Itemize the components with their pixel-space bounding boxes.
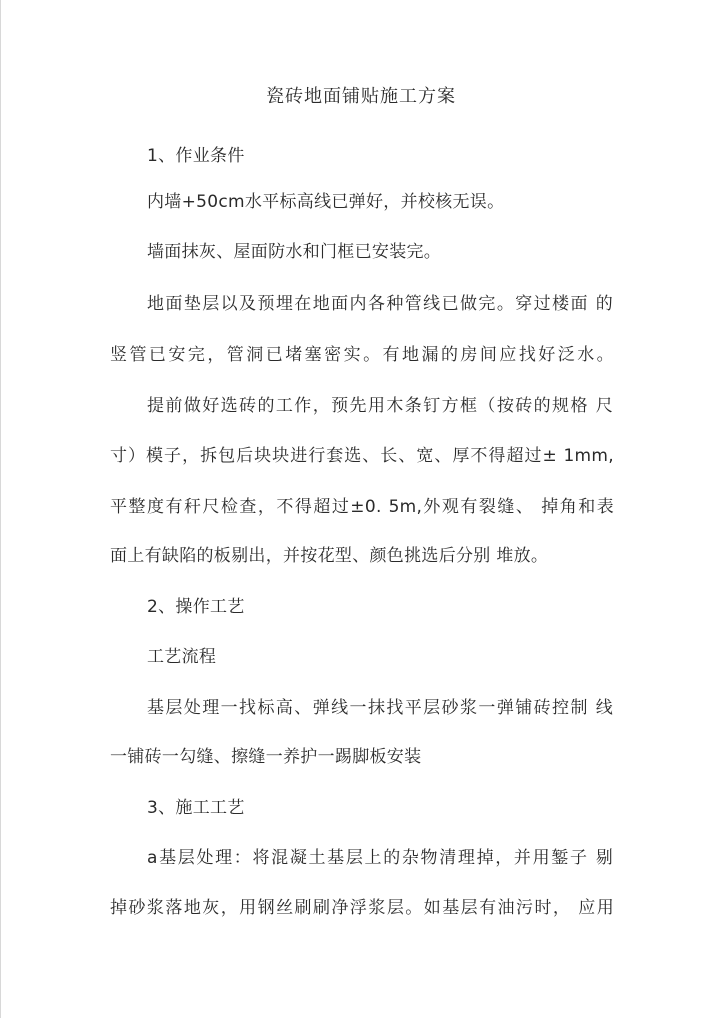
paragraph-line: a基层处理：将混凝土基层上的杂物清理掉，并用錾子 剔 [147,848,613,868]
paragraph-line: 平整度有秆尺检查，不得超过±0. 5m,外观有裂缝、 掉角和表 [110,497,614,517]
subheading: 工艺流程 [147,647,217,667]
paragraph-line: 墙面抹灰、屋面防水和门框已安装完。 [147,242,442,262]
paragraph-line: 地面垫层以及预埋在地面内各种管线已做完。穿过楼面 的 [147,294,613,314]
section-heading-1: 1、作业条件 [147,146,245,166]
paragraph-line: 竖管已安完，管洞已堵塞密实。有地漏的房间应找好泛水。 [110,345,614,365]
paragraph-line: 基层处理一找标高、弹线一抹找平层砂浆一弹铺砖控制 线 [147,698,613,718]
paragraph-line: 掉砂浆落地灰，用钢丝刷刷净浮浆层。如基层有油污时， 应用 [110,898,614,918]
section-heading-3: 3、施工工艺 [147,798,245,818]
section-heading-2: 2、操作工艺 [147,597,245,617]
paragraph-line: 面上有缺陷的板剔出，并按花型、颜色挑选后分别 堆放。 [110,546,549,566]
document-title: 瓷砖地面铺贴施工方案 [266,86,456,107]
paragraph-line: 内墙+50cm水平标高线已弹好，并校核无误。 [147,192,505,212]
paragraph-line: 一铺砖一勾缝、擦缝一养护一踢脚板安装 [110,747,422,767]
paragraph-line: 寸）模子，拆包后块块进行套选、长、宽、厚不得超过± 1mm, [110,446,614,466]
paragraph-line: 提前做好选砖的工作，预先用木条钉方框（按砖的规格 尺 [147,396,613,416]
